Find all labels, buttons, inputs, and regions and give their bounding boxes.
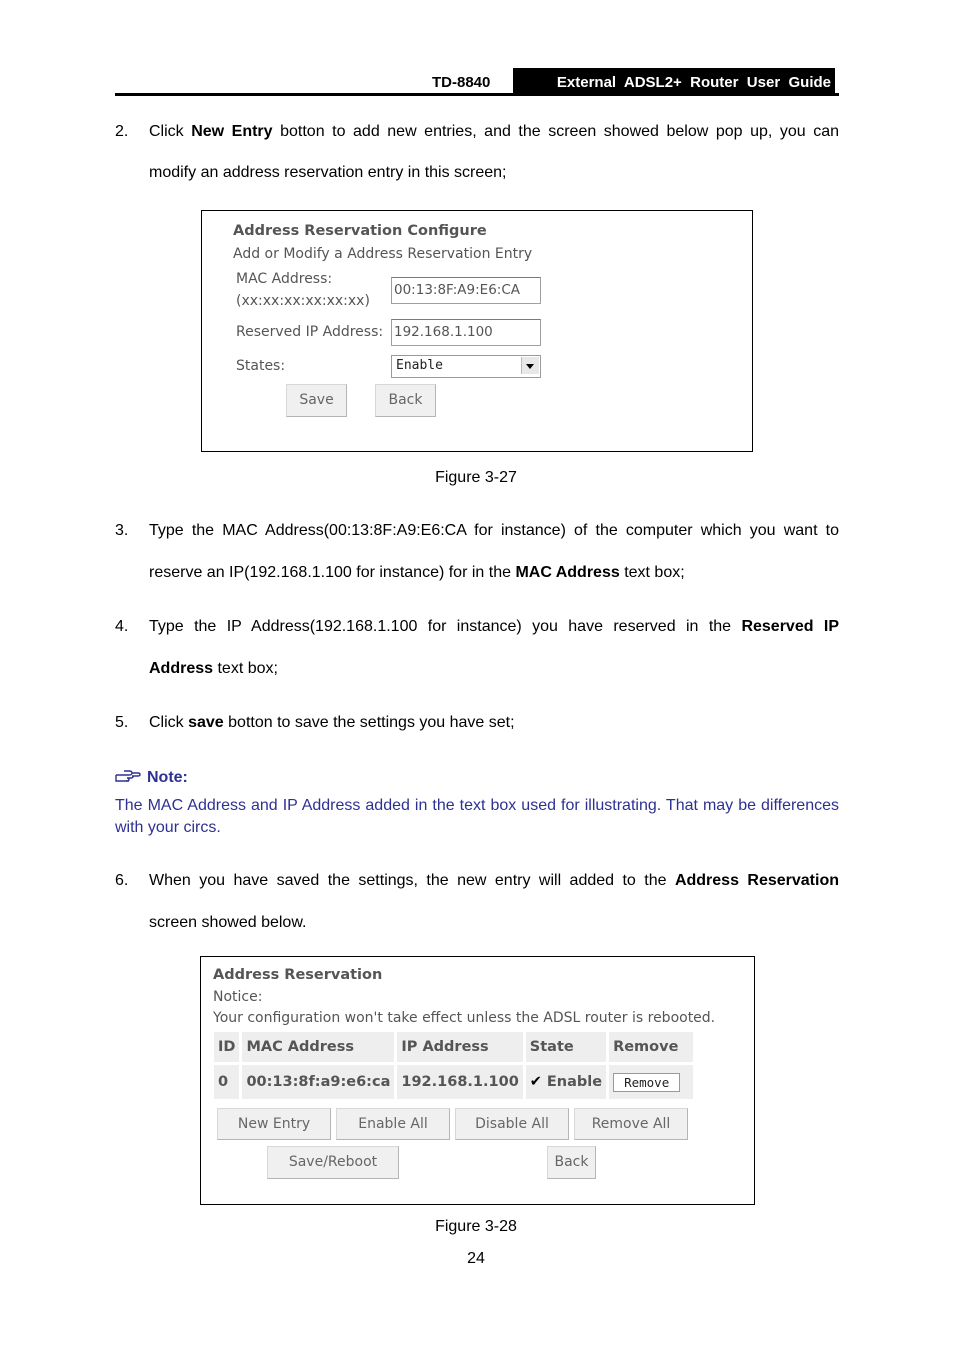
- note-text: [115, 795, 839, 839]
- figure-3-28-caption: Figure 3-28: [435, 1218, 517, 1235]
- page-number: 24: [467, 1250, 485, 1267]
- step-6-line-2: screen showed below.: [149, 914, 307, 931]
- col-mac-address: MAC Address: [242, 1032, 394, 1062]
- step-2-text: Click: [149, 123, 192, 140]
- step-2-bold: New Entry: [191, 123, 273, 140]
- fig28-notice-text: Your configuration won't take effect unless the ADSL router is rebooted.: [213, 1010, 716, 1026]
- table-row: [214, 1065, 693, 1099]
- step-3-line-1: Type the MAC Address(00:13:8F:A9:E6:CA for instance) of the computer which you want to: [149, 522, 839, 539]
- step-2-line-2: modify an address reservation entry in this screen;: [149, 164, 507, 181]
- step-2-number: 2.: [115, 123, 129, 140]
- back-button[interactable]: Back: [375, 384, 436, 417]
- enable-checkbox[interactable]: ✔: [529, 1074, 542, 1090]
- cell-ip: 192.168.1.100: [397, 1065, 522, 1099]
- col-state: State: [526, 1032, 606, 1062]
- cell-remove: [609, 1065, 693, 1099]
- state-label: Enable: [546, 1074, 603, 1090]
- step-3-text: reserve an IP(192.168.1.100 for instance) for in the: [149, 564, 516, 581]
- step-6-bold: Address Reservation: [674, 872, 840, 889]
- note-body: The MAC Address and IP Address added in the text box used for illustrating. That may be differences with your circs.: [115, 797, 839, 836]
- fig27-states-label: States:: [236, 358, 286, 374]
- back-button-2[interactable]: Back: [547, 1146, 596, 1179]
- fig28-title: Address Reservation: [213, 967, 383, 983]
- col-ip-address: IP Address: [397, 1032, 522, 1062]
- step-6-line-1: [149, 871, 839, 891]
- header-guide-title: External ADSL2+ Router User Guide: [513, 68, 835, 95]
- reservation-table: [211, 1029, 696, 1102]
- col-remove: Remove: [609, 1032, 693, 1062]
- fig27-mac-label: MAC Address:: [236, 271, 333, 287]
- col-id: ID: [214, 1032, 239, 1062]
- enable-all-button[interactable]: Enable All: [336, 1108, 450, 1140]
- step-3-line-2: [149, 563, 685, 583]
- step-3-text-end: text box;: [619, 564, 685, 581]
- step-2-text-end: botton to add new entries, and the screen showed below pop up, you can: [272, 123, 839, 140]
- step-4-text: Type the IP Address(192.168.1.100 for instance) you have reserved in the: [149, 618, 742, 635]
- step-4-bold: Reserved IP: [741, 618, 839, 635]
- note-heading: [115, 769, 188, 787]
- disable-all-button[interactable]: Disable All: [455, 1108, 569, 1140]
- header-model: TD-8840: [432, 74, 491, 91]
- figure-3-28-panel: [200, 956, 755, 1205]
- mac-address-input[interactable]: 00:13:8F:A9:E6:CA: [391, 277, 541, 304]
- header-rule: [115, 93, 839, 96]
- note-title: Note:: [147, 769, 188, 786]
- step-4-line-1: [149, 617, 839, 637]
- step-5-number: 5.: [115, 714, 129, 731]
- step-4-bold-2: Address: [149, 660, 214, 677]
- step-4-line-2: [149, 659, 278, 679]
- table-header-row: [214, 1032, 693, 1062]
- step-4-number: 4.: [115, 618, 129, 635]
- fig27-subtitle: Add or Modify a Address Reservation Entry: [233, 246, 533, 262]
- step-5-bold: save: [188, 714, 224, 731]
- states-select[interactable]: [391, 355, 541, 378]
- chevron-down-icon: [521, 357, 539, 374]
- cell-mac: 00:13:8f:a9:e6:ca: [242, 1065, 394, 1099]
- cell-id: 0: [214, 1065, 239, 1099]
- pointing-hand-icon: [115, 769, 141, 783]
- save-reboot-button[interactable]: Save/Reboot: [267, 1146, 399, 1179]
- step-6-text: When you have saved the settings, the new entry will added to the: [149, 872, 675, 889]
- remove-all-button[interactable]: Remove All: [574, 1108, 688, 1140]
- fig28-notice-label: Notice:: [213, 989, 263, 1005]
- cell-state[interactable]: [526, 1065, 606, 1099]
- fig27-ip-label: Reserved IP Address:: [236, 324, 384, 340]
- save-button[interactable]: Save: [286, 384, 347, 417]
- step-5-text: Click: [149, 714, 189, 731]
- states-select-value: Enable: [396, 358, 443, 373]
- figure-3-27-panel: [201, 210, 753, 452]
- step-3-number: 3.: [115, 522, 129, 539]
- fig27-title: Address Reservation Configure: [233, 223, 487, 239]
- figure-3-27-caption: Figure 3-27: [435, 469, 517, 486]
- remove-button[interactable]: Remove: [613, 1073, 680, 1092]
- new-entry-button[interactable]: New Entry: [217, 1108, 331, 1140]
- reserved-ip-input[interactable]: 192.168.1.100: [391, 319, 541, 346]
- step-2-line-1: [149, 122, 839, 142]
- fig27-mac-hint: (xx:xx:xx:xx:xx:xx): [236, 293, 370, 309]
- step-5-text-end: botton to save the settings you have set;: [223, 714, 515, 731]
- step-4-text-end: text box;: [213, 660, 278, 677]
- step-6-number: 6.: [115, 872, 129, 889]
- step-3-bold: MAC Address: [515, 564, 620, 581]
- step-5-line: [149, 713, 515, 733]
